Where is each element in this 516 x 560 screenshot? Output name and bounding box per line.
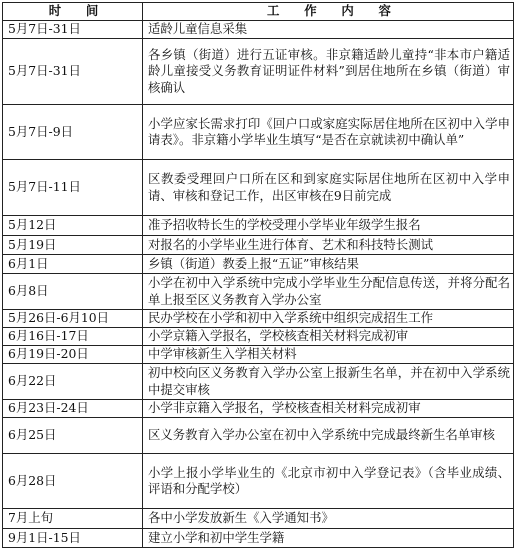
table-row: [3, 21, 514, 39]
table-row: [3, 310, 514, 328]
row-work: 对报名的小学毕业生进行体育、艺术和科技特长测试: [143, 236, 514, 255]
row-work: 小学非京籍入学报名，学校核查相关材料完成初审: [143, 400, 514, 418]
table-header-row: [3, 3, 514, 21]
table-row: [3, 255, 514, 274]
row-date: 6月23日-24日: [3, 400, 143, 418]
table-row: [3, 346, 514, 364]
table-row: [3, 509, 514, 529]
table-row: [3, 328, 514, 346]
table-row: [3, 105, 514, 160]
table-row: [3, 39, 514, 105]
header-work-content: 工 作 内 容: [143, 3, 514, 21]
table-row: [3, 400, 514, 418]
row-date: 7月上旬: [3, 509, 143, 529]
row-work: 小学上报小学毕业生的《北京市初中入学登记表》（含毕业成绩、评语和分配学校）: [143, 454, 514, 509]
row-work: 初中校向区义务教育入学办公室上报新生名单，并在初中入学系统中提交审核: [143, 364, 514, 400]
table-row: [3, 236, 514, 255]
row-date: 5月7日-11日: [3, 160, 143, 216]
row-date: 6月19日-20日: [3, 346, 143, 364]
row-work: 乡镇（街道）教委上报“五证”审核结果: [143, 255, 514, 274]
row-work: 建立小学和初中学生学籍: [143, 529, 514, 548]
row-date: 5月19日: [3, 236, 143, 255]
row-date: 5月7日-9日: [3, 105, 143, 160]
table-row: [3, 418, 514, 454]
row-work: 小学应家长需求打印《回户口或家庭实际居住地所在区初中入学申请表》。非京籍小学毕业生填写“是否在京就读初中确认单”: [143, 105, 514, 160]
table-row: [3, 160, 514, 216]
table-row: [3, 274, 514, 310]
header-time: 时 间: [3, 3, 143, 21]
row-date: 9月1日-15日: [3, 529, 143, 548]
row-date: 6月1日: [3, 255, 143, 274]
row-work: 各乡镇（街道）进行五证审核。非京籍适龄儿童持“非本市户籍适龄儿童接受义务教育证明证件材料”到居住地所在乡镇（街道）审核确认: [143, 39, 514, 105]
row-work: 各中小学发放新生《入学通知书》: [143, 509, 514, 529]
table-row: [3, 454, 514, 509]
table-row: [3, 529, 514, 548]
table-row: [3, 216, 514, 236]
row-work: 民办学校在小学和初中入学系统中组织完成招生工作: [143, 310, 514, 328]
row-work: 准予招收特长生的学校受理小学毕业年级学生报名: [143, 216, 514, 236]
row-work: 区教委受理回户口所在区和到家庭实际居住地所在区初中入学申请、审核和登记工作，出区审核在9日前完成: [143, 160, 514, 216]
row-work: 适龄儿童信息采集: [143, 21, 514, 39]
row-work: 区义务教育入学办公室在初中入学系统中完成最终新生名单审核: [143, 418, 514, 454]
row-date: 6月22日: [3, 364, 143, 400]
row-date: 6月25日: [3, 418, 143, 454]
row-date: 6月28日: [3, 454, 143, 509]
enrollment-schedule-table: [2, 2, 514, 548]
row-work: 小学在初中入学系统中完成小学毕业生分配信息传送，并将分配名单上报至区义务教育入学办公室: [143, 274, 514, 310]
row-date: 6月8日: [3, 274, 143, 310]
table-row: [3, 364, 514, 400]
row-work: 小学京籍入学报名，学校核查相关材料完成初审: [143, 328, 514, 346]
row-date: 5月7日-31日: [3, 21, 143, 39]
row-date: 6月16日-17日: [3, 328, 143, 346]
row-date: 5月7日-31日: [3, 39, 143, 105]
row-work: 中学审核新生入学相关材料: [143, 346, 514, 364]
row-date: 5月12日: [3, 216, 143, 236]
row-date: 5月26日-6月10日: [3, 310, 143, 328]
